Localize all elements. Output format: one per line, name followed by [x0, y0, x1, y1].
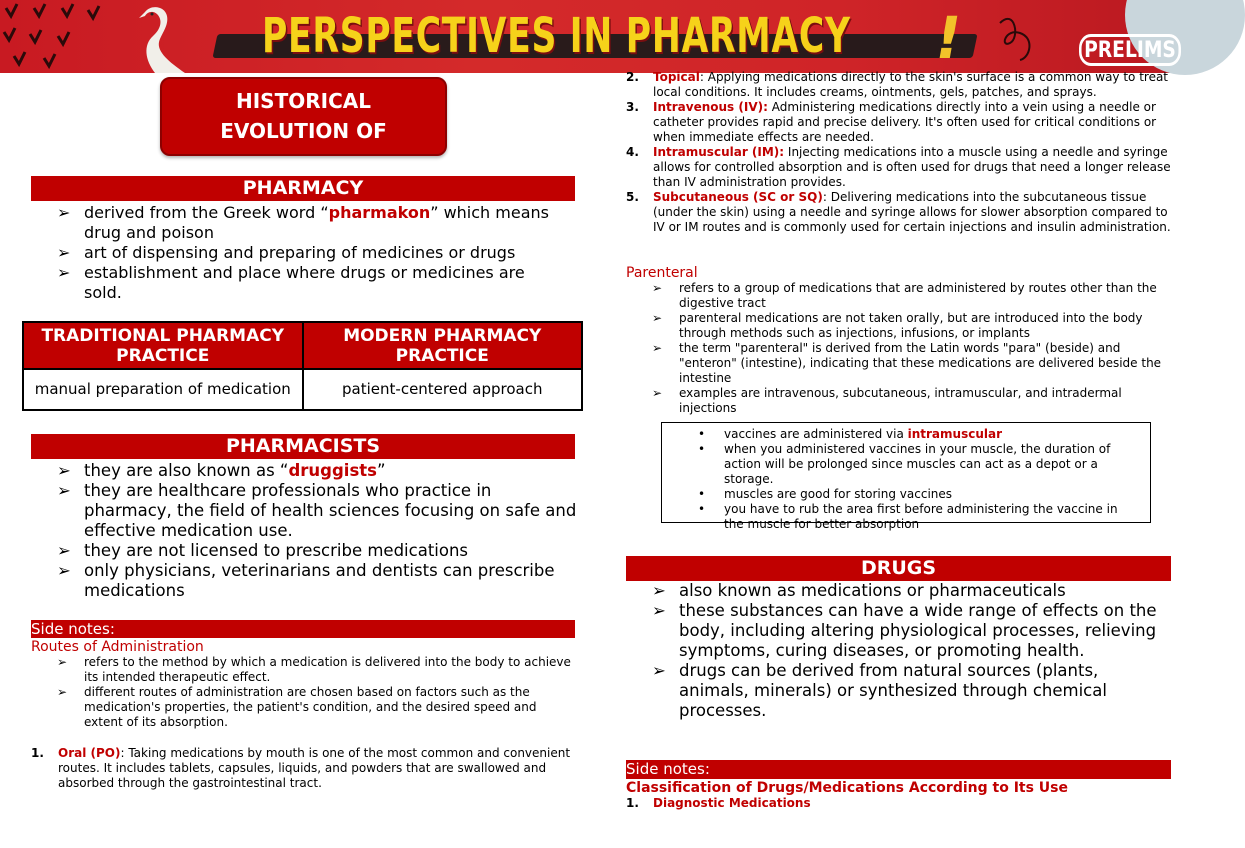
- classification-list: [626, 796, 1171, 811]
- list-item: ➢ refers to a group of medications that are administered by routes other than the digestive tract: [652, 281, 1157, 310]
- pharmacy-heading: PHARMACY: [31, 176, 575, 201]
- list-item: ➢ the term "parenteral" is derived from the Latin words "para" (beside) and "enteron" (intestine), indicating that these medications are delivered beside the intestine: [652, 341, 1162, 385]
- list-item: 1. Diagnostic Medications: [626, 796, 811, 810]
- arrow-bullet-icon: ➢: [57, 243, 71, 262]
- list-item: ➢ derived from the Greek word “pharmakon” which means drug and poison: [57, 203, 549, 242]
- list-item: 4. Intramuscular (IM): Injecting medications into a muscle using a needle and syringe allows for controlled absorption and is often used for drugs that need a longer release than IV administration provides.: [626, 145, 1171, 189]
- banner-title: PERSPECTIVES IN PHARMACY: [262, 8, 851, 64]
- list-item: ➢ they are also known as “druggists”: [57, 461, 386, 480]
- list-item: • you have to rub the area first before administering the vaccine in the muscle for better absorption: [698, 502, 1118, 531]
- table-row: [23, 369, 582, 410]
- list-item: • when you administered vaccines in your muscle, the duration of action will be prolonged since muscles can act as a depot or a storage.: [698, 442, 1111, 486]
- history-line-1: HISTORICAL: [236, 89, 371, 113]
- list-item: ➢ establishment and place where drugs or medicines are sold.: [57, 263, 525, 302]
- table-header-traditional: TRADITIONAL PHARMACY PRACTICE: [23, 322, 303, 369]
- checkmark-pattern-icon: [0, 0, 110, 73]
- list-item: ➢ different routes of administration are chosen based on factors such as the medication's properties, the patient's condition, and the desired speed and extent of its absorption.: [57, 685, 537, 729]
- arrow-bullet-icon: ➢: [57, 263, 71, 282]
- vaccines-note-box: [661, 422, 1151, 531]
- list-item: ➢ also known as medications or pharmaceuticals: [652, 581, 1066, 600]
- bullet-dot-icon: •: [698, 502, 706, 516]
- list-item: ➢ these substances can have a wide range of effects on the body, including altering physiological processes, relieving symptoms, curing diseases, or promoting health.: [652, 601, 1157, 660]
- bullet-dot-icon: •: [698, 487, 706, 501]
- drugs-list: [652, 581, 1172, 721]
- list-item: 1. Oral (PO): Taking medications by mouth is one of the most common and convenient routes. It includes tablets, capsules, liquids, and powders that are swallowed and absorbed through the gastrointestinal tract.: [31, 746, 571, 790]
- list-item: ➢ they are healthcare professionals who practice in pharmacy, the field of health sciences focusing on safe and effective medication use.: [57, 481, 577, 540]
- side-notes-heading-2: Side notes:: [626, 760, 1171, 779]
- table-cell: manual preparation of medication: [23, 369, 303, 410]
- arrow-bullet-icon: ➢: [652, 386, 663, 400]
- arrow-bullet-icon: ➢: [57, 481, 71, 500]
- arrow-bullet-icon: ➢: [652, 581, 666, 600]
- history-line-2: EVOLUTION OF: [220, 119, 387, 143]
- historical-evolution-box: [160, 77, 447, 156]
- table-header-modern: MODERN PHARMACY PRACTICE: [303, 322, 583, 369]
- arrow-bullet-icon: ➢: [57, 685, 68, 699]
- list-item: ➢ parenteral medications are not taken orally, but are introduced into the body through methods such as injections, infusions, or implants: [652, 311, 1143, 340]
- routes-subtitle: Routes of Administration: [31, 639, 204, 655]
- arrow-bullet-icon: ➢: [57, 655, 68, 669]
- list-item: 3. Intravenous (IV): Administering medications directly into a vein using a needle or catheter provides rapid and precise delivery. It's often used for critical conditions or when immediate effects are needed.: [626, 100, 1157, 144]
- routes-list: [57, 655, 577, 730]
- parenteral-title: Parenteral: [626, 265, 698, 281]
- arrow-bullet-icon: ➢: [57, 461, 71, 480]
- bullet-dot-icon: •: [698, 427, 706, 441]
- list-item: ➢ only physicians, veterinarians and dentists can prescribe medications: [57, 561, 555, 600]
- vaccines-list: [694, 427, 1134, 532]
- oral-route-list: [31, 746, 576, 791]
- table-cell: patient-centered approach: [303, 369, 583, 410]
- drugs-heading: DRUGS: [626, 556, 1171, 581]
- arrow-bullet-icon: ➢: [652, 311, 663, 325]
- prelims-badge: PRELIMS: [1079, 34, 1181, 66]
- arrow-bullet-icon: ➢: [652, 281, 663, 295]
- list-item: ➢ refers to the method by which a medication is delivered into the body to achieve its intended therapeutic effect.: [57, 655, 571, 684]
- classification-subtitle: Classification of Drugs/Medications According to Its Use: [626, 780, 1069, 796]
- list-item: 2. Topical: Applying medications directly to the skin's surface is a common way to treat local conditions. It includes creams, ointments, gels, patches, and sprays.: [626, 70, 1169, 99]
- pharmacists-heading: PHARMACISTS: [31, 434, 575, 459]
- list-item: 5. Subcutaneous (SC or SQ): Delivering medications into the subcutaneous tissue (under the skin) using a needle and syringe allows for slower absorption compared to IV or IM routes and is commonly used for certain injections and insulin administration.: [626, 190, 1171, 234]
- list-item: ➢ art of dispensing and preparing of medicines or drugs: [57, 243, 516, 262]
- arrow-bullet-icon: ➢: [652, 341, 663, 355]
- scribble-icon: [990, 8, 1050, 68]
- header-banner: [0, 0, 1200, 73]
- list-item: ➢ they are not licensed to prescribe medications: [57, 541, 469, 560]
- routes-numbered-list: [626, 70, 1171, 235]
- swan-icon: [125, 0, 195, 73]
- arrow-bullet-icon: ➢: [57, 203, 71, 222]
- bullet-dot-icon: •: [698, 442, 706, 456]
- exclamation-mark: !: [929, 4, 968, 72]
- list-item: • muscles are good for storing vaccines: [698, 487, 953, 501]
- list-item: ➢ drugs can be derived from natural sources (plants, animals, minerals) or synthesized through chemical processes.: [652, 661, 1107, 720]
- list-item: ➢ examples are intravenous, subcutaneous, intramuscular, and intradermal injections: [652, 386, 1122, 415]
- arrow-bullet-icon: ➢: [57, 561, 71, 580]
- arrow-bullet-icon: ➢: [57, 541, 71, 560]
- arrow-bullet-icon: ➢: [652, 601, 666, 620]
- list-item: • vaccines are administered via intramuscular: [698, 427, 1003, 441]
- parenteral-list: [652, 281, 1172, 416]
- side-notes-heading: Side notes:: [31, 620, 575, 638]
- pharmacy-practice-table: [22, 321, 583, 411]
- arrow-bullet-icon: ➢: [652, 661, 666, 680]
- pharmacy-list: [57, 203, 557, 303]
- pharmacists-list: [57, 461, 577, 601]
